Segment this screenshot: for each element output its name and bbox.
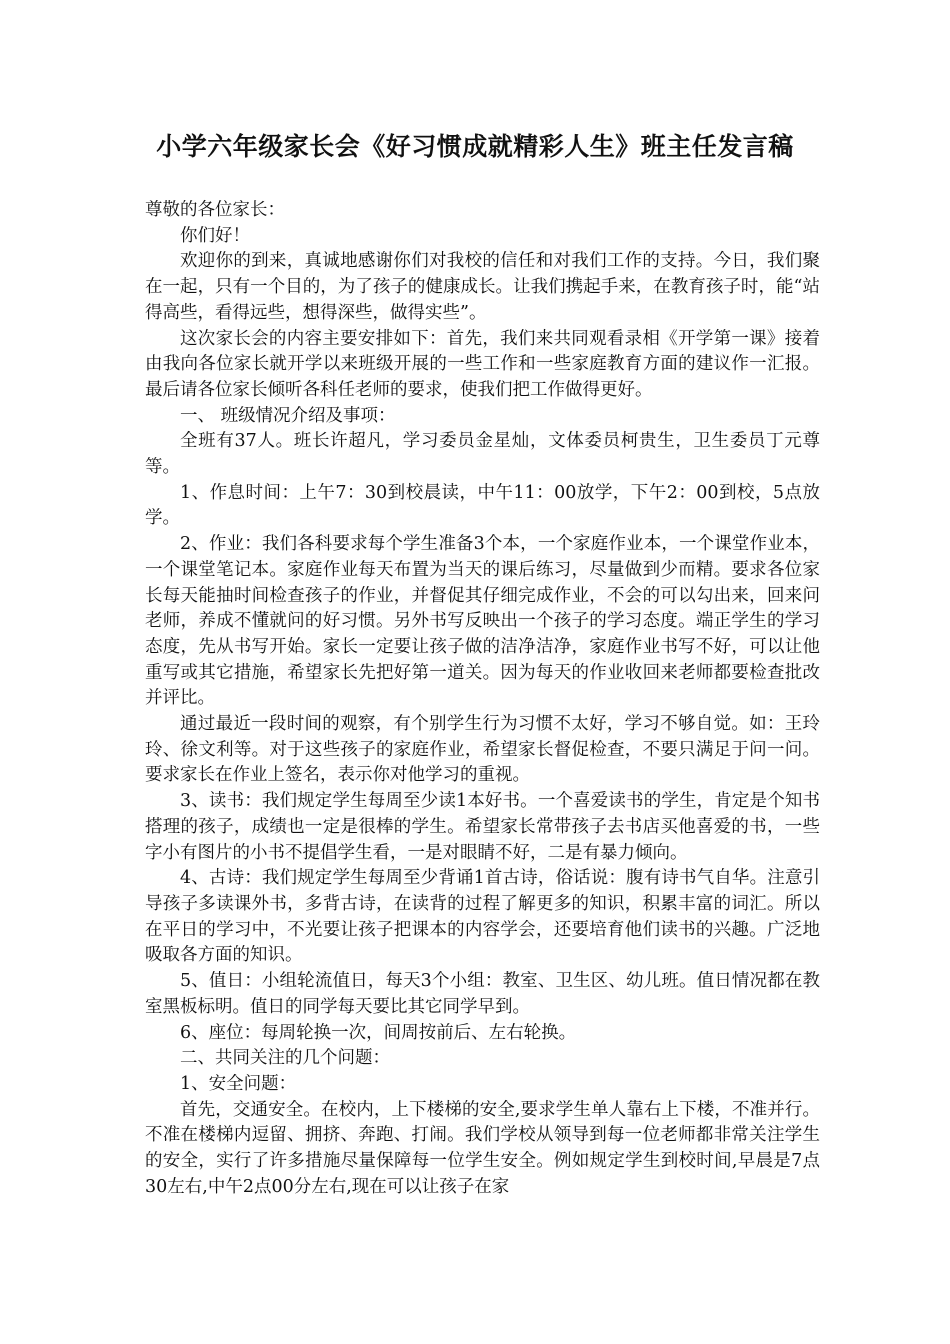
greeting-paragraph: 你们好！ (180, 225, 250, 246)
class-members-paragraph: 全班有37人。班长许超凡，学习委员金星灿，文体委员柯贵生，卫生委员丁元尊等。 (145, 431, 820, 478)
observation-paragraph: 通过最近一段时间的观察，有个别学生行为习惯不太好，学习不够自觉。如：王玲玲、徐文利等。对于这些孩子的家庭作业，希望家长督促检查，不要只满足于问一问。要求家长在作业上签名，表示你对他学习的重视。 (145, 714, 820, 786)
poetry-paragraph: 4、古诗：我们规定学生每周至少背诵1首古诗，俗话说：腹有诗书气自华。注意引导孩子多读课外书，多背古诗，在读背的过程了解更多的知识，积累丰富的词汇。所以在平日的学习中，不光要让孩子把课本的内容学会，还要培育他们读书的兴趣。广泛地吸取各方面的知识。 (145, 868, 820, 966)
document-title: 小学六年级家长会《好习惯成就精彩人生》班主任发言稿 (156, 132, 794, 161)
salutation-paragraph: 尊敬的各位家长： (145, 200, 285, 220)
reading-paragraph: 3、读书：我们规定学生每周至少读1本好书。一个喜爱读书的学生，肯定是个知书搭理的孩子，成绩也一定是很棒的学生。希望家长常带孩子去书店买他喜爱的书，一些字小有图片的小书不提倡学生看，一是对眼睛不好，二是有暴力倾向。 (145, 791, 820, 863)
section-heading-class-info: 一、 班级情况介绍及事项： (180, 405, 396, 426)
section-heading-concerns: 二、共同关注的几个问题： (180, 1048, 390, 1069)
welcome-paragraph: 欢迎你的到来，真诚地感谢你们对我校的信任和对我们工作的支持。今日，我们聚在一起，只有一个目的，为了孩子的健康成长。让我们携起手来，在教育孩子时，能“站得高些，看得远些，想得深些，做得实些”。 (145, 251, 820, 323)
schedule-paragraph: 1、作息时间：上午7：30到校晨读，中午11：00放学，下午2：00到校，5点放学。 (145, 482, 820, 529)
duty-paragraph: 5、值日：小组轮流值日，每天3个小组：教室、卫生区、幼儿班。值日情况都在教室黑板标明。值日的同学每天要比其它同学早到。 (145, 971, 820, 1017)
seating-paragraph: 6、座位：每周轮换一次，间周按前后、左右轮换。 (180, 1022, 577, 1043)
document-body (145, 198, 820, 1200)
homework-paragraph: 2、作业：我们各科要求每个学生准备3个本，一个家庭作业本，一个课堂作业本，一个课堂笔记本。家庭作业每天布置为当天的课后练习，尽量做到少而精。要求各位家长每天能抽时间检查孩子的作业，并督促其仔细完成作业，不会的可以勾出来，回来问老师，养成不懂就问的好习惯。另外书写反映出一个孩子的学习态度。端正学生的学习态度，先从书写开始。家长一定要让孩子做的洁净洁净，家庭作业书写不好，可以让他重写或其它措施，希望家长先把好第一道关。因为每天的作业收回来老师都要检查批改并评比。 (145, 534, 820, 709)
traffic-safety-paragraph: 首先，交通安全。在校内，上下楼梯的安全,要求学生单人靠右上下楼，不准并行。不准在楼梯内逗留、拥挤、奔跑、打闹。我们学校从领导到每一位老师都非常关注学生的安全，实行了许多措施尽量保障每一位学生安全。例如规定学生到校时间,早晨是7点30左右,中午2点00分左右,现在可以让孩子在家 (145, 1099, 820, 1197)
agenda-paragraph: 这次家长会的内容主要安排如下：首先，我们来共同观看录相《开学第一课》接着由我向各位家长就开学以来班级开展的一些工作和一些家庭教育方面的建议作一汇报。最后请各位家长倾听各科任老师的要求，使我们把工作做得更好。 (145, 328, 820, 400)
safety-heading: 1、安全问题： (180, 1073, 297, 1094)
